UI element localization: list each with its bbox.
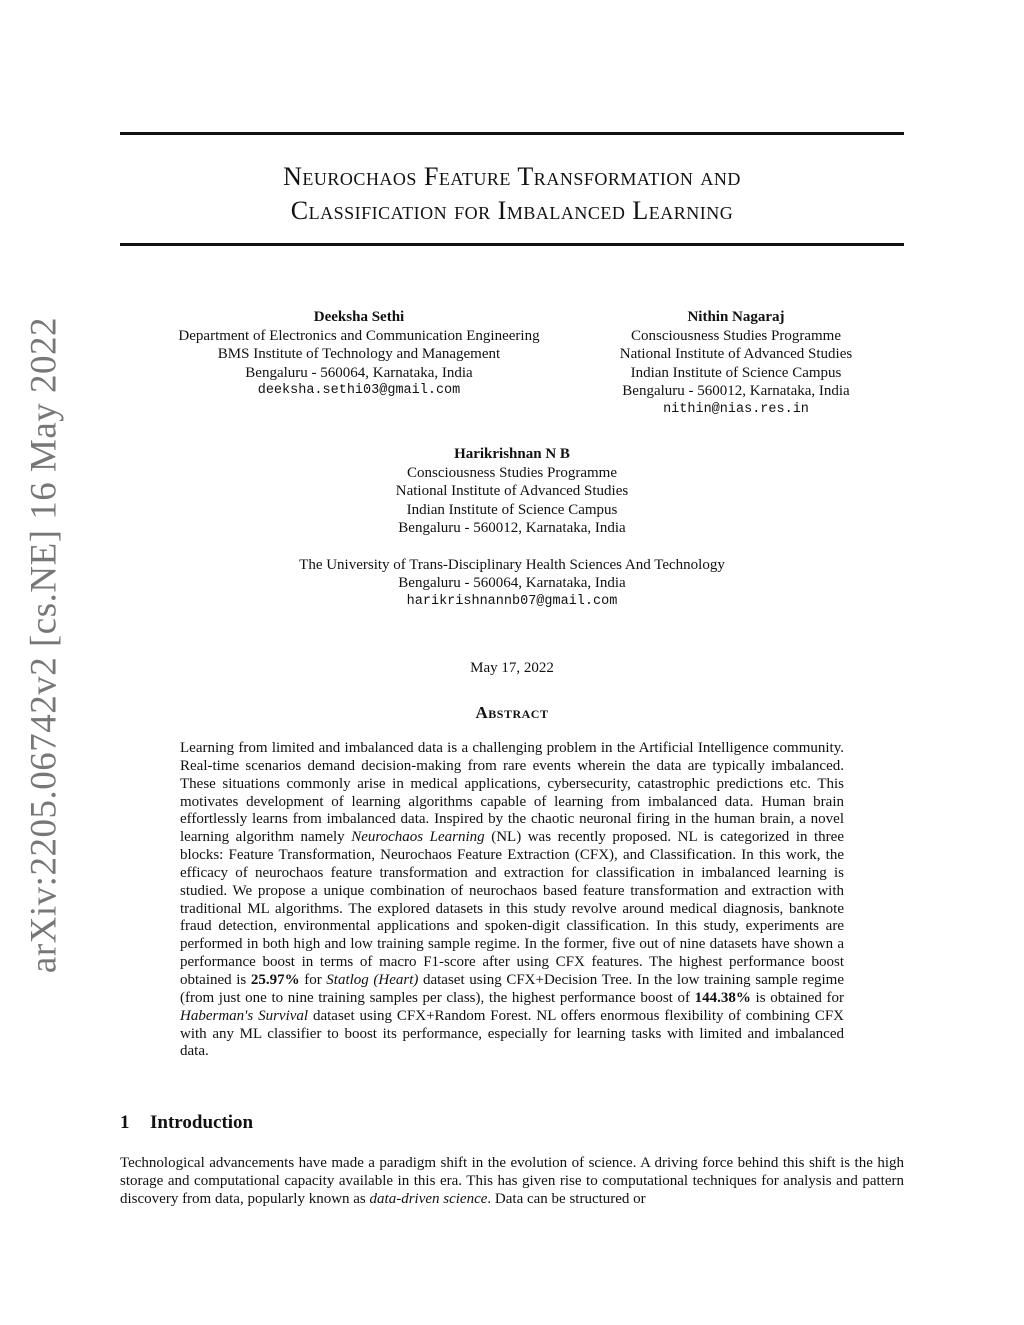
affiliation-line: Bengaluru - 560012, Karnataka, India	[622, 383, 850, 399]
affiliation-line: Bengaluru - 560064, Karnataka, India	[245, 364, 473, 381]
affiliation-line: The University of Trans-Disciplinary Health Sciences And Technology	[299, 556, 725, 573]
affiliation-line: Consciousness Studies Programme	[631, 327, 841, 344]
paper-title	[120, 160, 904, 228]
intro-paragraph	[120, 1155, 904, 1209]
author-name: Deeksha Sethi	[313, 309, 405, 325]
abstract-dataset: Haberman's Survival	[180, 1007, 309, 1024]
abstract-heading: Abstract	[475, 703, 549, 722]
intro-text: Technological advancements have made a paradigm shift in the evolution of science. A driving force behind this shift is the high storage and computational capacity available in this era. This has given rise to computational techniques for analysis and pattern discovery from data, popularly known as	[120, 1155, 904, 1207]
affiliation-line: Consciousness Studies Programme	[407, 464, 617, 481]
author-email[interactable]: harikrishnannb07@gmail.com	[406, 593, 618, 609]
affiliation-spacer	[212, 538, 812, 556]
title-line: Neurochaos Feature Transformation and	[283, 162, 741, 191]
section-heading	[120, 1112, 253, 1134]
abstract-text: dataset using CFX+Random Forest. NL offers enormous flexibility of combining CFX with any ML classifier to boost its performance, especially for learning tasks with limited and imbalanced data.	[180, 1007, 845, 1060]
affiliation-line: Bengaluru - 560012, Karnataka, India	[398, 520, 626, 536]
author-email[interactable]: nithin@nias.res.in	[663, 401, 809, 417]
title-rule-bottom	[120, 243, 904, 246]
author-block	[150, 308, 568, 401]
abstract-text: (NL) was recently proposed. NL is categorized in three blocks: Feature Transformation, Neurochaos Feature Extraction (CFX), and Classification. In this work, the efficacy of neurochaos feature transformation and extraction for classification in imbalanced learning is studied. We propose a unique combination of neurochaos based feature transformation and extraction with traditional ML algorithms. The explored datasets in this study revolve around medical diagnosis, banknote fraud detection, environmental applications and spoken-digit classification. In this study, experiments are performed in both high and low training sample regime. In the former, five out of nine datasets have shown a performance boost in terms of macro F1-score after using CFX features. The highest performance boost obtained is	[180, 829, 844, 988]
abstract-text: Learning from limited and imbalanced data is a challenging problem in the Artificial Intelligence community. Real-time scenarios demand decision-making from rare events wherein the data are typically imbalanced. These situations commonly arise in medical applications, cybersecurity, catastrophic predictions etc. This motivates development of learning algorithms capable of learning from imbalanced data. Human brain effortlessly learns from imbalanced data. Inspired by the chaotic neuronal firing in the human brain, a novel learning algorithm namely	[180, 740, 844, 846]
title-rule-top	[120, 132, 904, 135]
abstract-text: for	[299, 971, 327, 988]
abstract-text: dataset using CFX+Decision Tree. In the low training sample regime (from just one to nine training samples per class), the highest performance boost of	[180, 971, 844, 1006]
author-block	[596, 308, 876, 419]
author-block	[212, 445, 812, 611]
abstract-paragraph	[180, 740, 844, 1061]
arxiv-identifier: arXiv:2205.06742v2 [cs.NE] 16 May 2022	[23, 316, 65, 974]
affiliation-line: National Institute of Advanced Studies	[395, 483, 629, 499]
affiliation-line: Indian Institute of Science Campus	[630, 364, 842, 381]
affiliation-line: BMS Institute of Technology and Management	[217, 346, 501, 362]
author-email[interactable]: deeksha.sethi03@gmail.com	[257, 383, 461, 398]
intro-term: data-driven science	[369, 1190, 488, 1207]
intro-text: . Data can be structured or	[487, 1190, 646, 1207]
affiliation-line: Department of Electronics and Communication Engineering	[178, 327, 540, 344]
abstract-term: Neurochaos Learning	[351, 829, 485, 846]
author-name: Nithin Nagaraj	[687, 309, 785, 325]
abstract-highlight: 25.97%	[250, 971, 300, 988]
section-number: 1	[120, 1112, 130, 1133]
section-title: Introduction	[150, 1112, 254, 1133]
title-line: Classification for Imbalanced Learning	[290, 196, 734, 225]
author-name: Harikrishnan N B	[454, 446, 570, 462]
affiliation-line: Bengaluru - 560064, Karnataka, India	[398, 575, 626, 591]
paper-date: May 17, 2022	[470, 660, 554, 676]
abstract-text: is obtained for	[750, 989, 845, 1006]
abstract-dataset: Statlog (Heart)	[326, 971, 419, 988]
abstract-highlight: 144.38%	[694, 989, 751, 1006]
affiliation-line: Indian Institute of Science Campus	[406, 501, 618, 518]
affiliation-line: National Institute of Advanced Studies	[619, 346, 853, 362]
